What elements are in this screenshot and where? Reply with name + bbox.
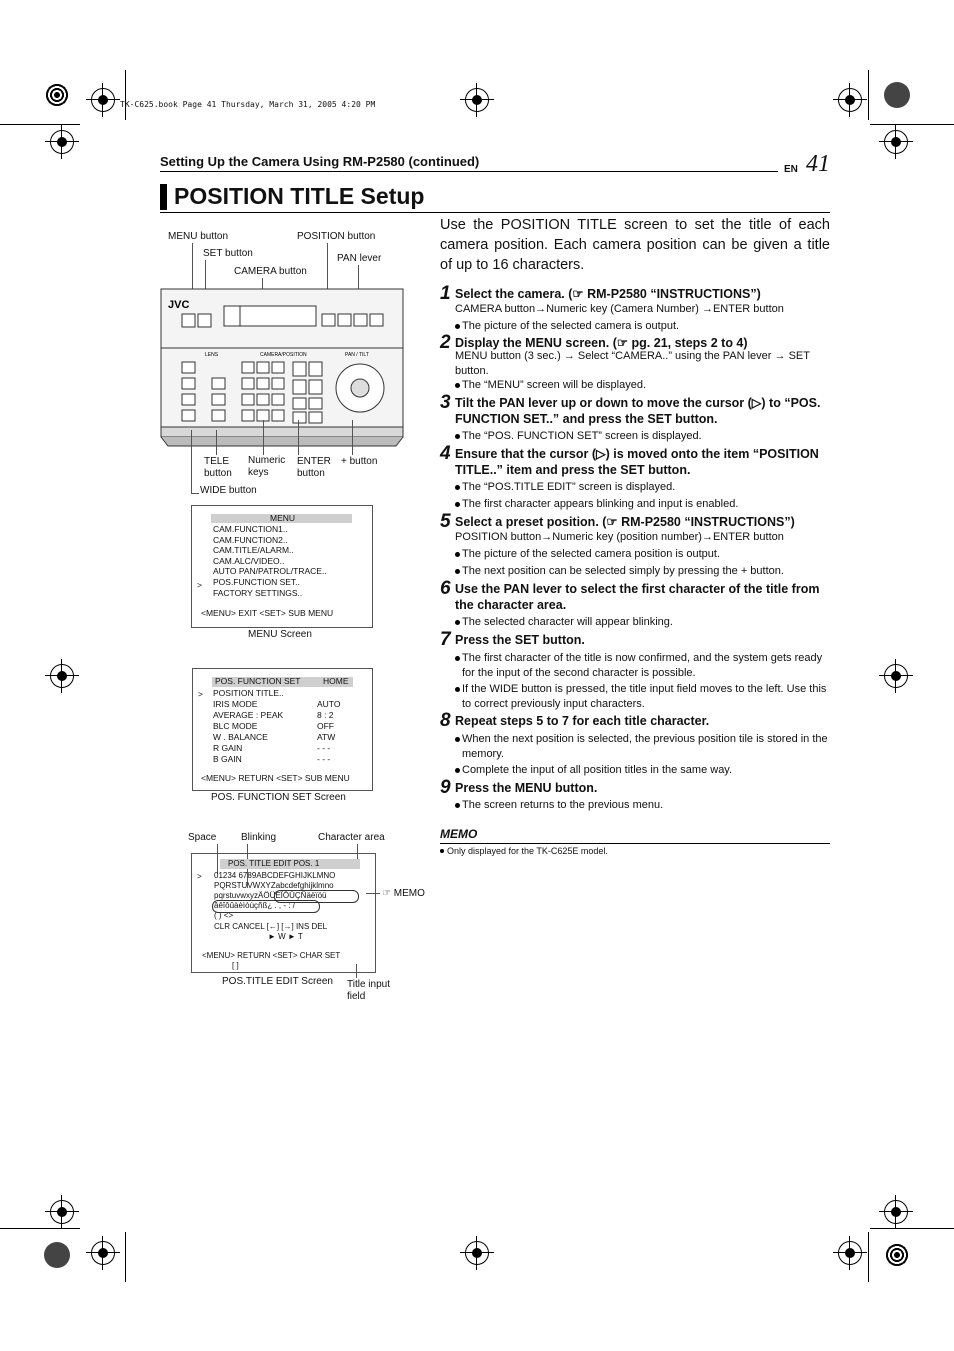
language-tag: EN <box>784 164 798 175</box>
label-tele-button: TELE button <box>204 456 232 479</box>
crosshair-icon <box>91 1241 115 1265</box>
step-instruction: CAMERA button→Numeric key (Camera Number) →ENTER button <box>455 303 784 315</box>
step-heading: Use the PAN lever to select the first character of the title from the character area. <box>455 582 820 612</box>
pos-screen-home: HOME <box>323 676 349 686</box>
step-heading: Repeat steps 5 to 7 for each title character. <box>455 714 710 728</box>
label-character-area: Character area <box>318 832 385 843</box>
controller-illustration <box>160 288 404 456</box>
pos-row-value: ATW <box>317 732 336 742</box>
pos-row-label: AVERAGE : PEAK <box>213 710 284 720</box>
pos-row-label: BLC MODE <box>213 721 258 731</box>
crosshair-icon <box>50 664 74 688</box>
crop-mark <box>868 70 869 120</box>
crosshair-icon <box>465 88 489 112</box>
label-set-button: SET button <box>203 248 253 259</box>
step-number: 5 <box>440 511 451 532</box>
crosshair-icon <box>884 1200 908 1224</box>
registration-target-icon <box>884 82 910 108</box>
pos-row-label: B GAIN <box>213 754 242 764</box>
pos-row-label: POSITION TITLE.. <box>213 688 284 698</box>
bullet-icon <box>455 502 460 507</box>
step-number: 6 <box>440 578 451 599</box>
cursor-icon: > <box>197 580 202 590</box>
crop-mark <box>870 124 954 125</box>
step-bullet: When the next position is selected, the previous position tile is stored in the memory. <box>455 732 830 762</box>
character-row: 01234 6789ABCDEFGHIJKLMNO <box>214 871 336 880</box>
bullet-icon <box>455 803 460 808</box>
step-5 <box>440 511 830 532</box>
menu-item: POS.FUNCTION SET.. <box>213 577 300 587</box>
bullet-icon <box>455 768 460 773</box>
bullet-icon <box>455 737 460 742</box>
step-number: 3 <box>440 392 451 413</box>
crop-mark <box>0 1228 80 1229</box>
step-7 <box>440 629 830 650</box>
bullet-icon <box>455 569 460 574</box>
step-heading: Display the MENU screen. (☞ pg. 21, steps 2 to 4) <box>455 336 748 350</box>
step-bullet: The “POS.TITLE EDIT” screen is displayed. <box>455 480 830 495</box>
step-bullet: Complete the input of all position titles in the same way. <box>455 763 830 778</box>
pos-title-edit-screen <box>191 853 376 973</box>
book-meta-line: TK-C625.book Page 41 Thursday, March 31, 2005 4:20 PM <box>120 100 376 109</box>
step-bullet: The picture of the selected camera is output. <box>455 319 830 334</box>
pos-row-label: IRIS MODE <box>213 699 258 709</box>
step-bullet: The screen returns to the previous menu. <box>455 798 830 813</box>
step-number: 2 <box>440 332 451 353</box>
step-heading: Tilt the PAN lever up or down to move the cursor (▷) to “POS. FUNCTION SET..” and press the SET button. <box>455 396 821 426</box>
step-bullet: If the WIDE button is pressed, the title input field moves to the left. Use this to correct previously input characters. <box>455 682 830 712</box>
pos-row-label: R GAIN <box>213 743 243 753</box>
label-camera-button: CAMERA button <box>234 266 307 277</box>
step-9 <box>440 777 830 798</box>
edit-screen-controls: CLR CANCEL [←] [→] INS DEL <box>214 922 328 931</box>
step-4 <box>440 443 830 478</box>
label-wide-button: WIDE button <box>200 485 257 496</box>
crosshair-icon <box>91 88 115 112</box>
step-bullet: The next position can be selected simply by pressing the + button. <box>455 564 830 579</box>
label-title-input-field: Title input field <box>347 979 390 1002</box>
menu-item: AUTO PAN/PATROL/TRACE.. <box>213 566 327 577</box>
step-heading: Select the camera. (☞ RM-P2580 “INSTRUCTIONS”) <box>455 287 761 301</box>
bullet-icon <box>455 687 460 692</box>
edit-screen-header: POS. TITLE EDIT POS. 1 <box>228 859 320 868</box>
bullet-icon <box>455 620 460 625</box>
label-memo-ref: ☞ MEMO <box>382 888 425 899</box>
step-bullet: The first character of the title is now confirmed, and the system gets ready for the input of the second character is possible. <box>455 651 830 681</box>
bullet-icon <box>455 383 460 388</box>
step-number: 4 <box>440 443 451 464</box>
header-rule <box>160 171 778 172</box>
step-heading: Press the SET button. <box>455 633 585 647</box>
svg-text:LENS: LENS <box>205 352 219 358</box>
step-bullet: The “MENU” screen will be displayed. <box>455 378 830 393</box>
crosshair-icon <box>884 130 908 154</box>
bullet-icon <box>455 485 460 490</box>
label-menu-button: MENU button <box>168 231 229 242</box>
step-heading: Press the MENU button. <box>455 781 598 795</box>
crosshair-icon <box>50 130 74 154</box>
registration-target-icon <box>44 1242 70 1268</box>
title-rule <box>160 212 830 213</box>
registration-target-icon <box>44 82 70 108</box>
title-input-field: [ ] <box>232 961 239 970</box>
pos-row-label: W . BALANCE <box>213 732 268 742</box>
label-enter-button: ENTER button <box>297 456 331 479</box>
step-number: 9 <box>440 777 451 798</box>
crop-mark <box>870 1228 954 1229</box>
step-heading: Ensure that the cursor (▷) is moved onto the item “POSITION TITLE..” item and press the SET button. <box>455 447 819 477</box>
bullet-icon <box>455 656 460 661</box>
crop-mark <box>125 70 126 120</box>
step-6 <box>440 578 830 613</box>
pos-row-value: AUTO <box>317 699 341 709</box>
menu-item: CAM.TITLE/ALARM.. <box>213 545 294 556</box>
menu-screen <box>191 505 373 628</box>
step-8 <box>440 710 830 731</box>
step-bullet: The first character appears blinking and input is enabled. <box>455 497 830 512</box>
registration-target-icon <box>884 1242 910 1268</box>
memo-rule <box>440 843 830 844</box>
label-blinking: Blinking <box>241 832 277 843</box>
svg-text:PAN / TILT: PAN / TILT <box>345 352 369 358</box>
label-numeric-keys: Numeric keys <box>248 455 286 478</box>
svg-text:CAMERA/POSITION: CAMERA/POSITION <box>260 352 307 358</box>
crosshair-icon <box>838 88 862 112</box>
crosshair-icon <box>465 1241 489 1265</box>
crop-mark <box>868 1232 869 1282</box>
label-position-button: POSITION button <box>297 231 376 242</box>
crop-mark <box>125 1232 126 1282</box>
edit-screen-footer: <MENU> RETURN <SET> CHAR SET <box>202 951 341 960</box>
menu-item: FACTORY SETTINGS.. <box>213 587 303 598</box>
section-header: Setting Up the Camera Using RM-P2580 (continued) <box>160 154 480 169</box>
label-plus-button: + button <box>341 456 378 467</box>
pos-screen-caption: POS. FUNCTION SET Screen <box>211 792 346 803</box>
intro-paragraph: Use the POSITION TITLE screen to set the title of each camera position. Each camera position can be given a title of up to 16 characters. <box>440 217 830 273</box>
menu-screen-header: MENU <box>270 513 296 523</box>
edit-screen-caption: POS.TITLE EDIT Screen <box>222 976 333 987</box>
menu-screen-footer: <MENU> EXIT <SET> SUB MENU <box>201 608 334 618</box>
memo-title: MEMO <box>440 827 478 841</box>
menu-item: CAM.ALC/VIDEO.. <box>213 555 285 566</box>
edit-screen-zoom: ► W ► T <box>268 932 303 941</box>
pos-screen-header: POS. FUNCTION SET <box>215 676 301 686</box>
step-number: 1 <box>440 283 451 304</box>
label-space: Space <box>188 832 217 843</box>
pos-screen-footer: <MENU> RETURN <SET> SUB MENU <box>201 773 350 783</box>
brand-logo: JVC <box>168 299 190 311</box>
menu-screen-caption: MENU Screen <box>248 629 312 640</box>
pos-row-value: 8 : 2 <box>317 710 334 720</box>
crosshair-icon <box>884 664 908 688</box>
pos-row-value: OFF <box>317 721 334 731</box>
crosshair-icon <box>50 1200 74 1224</box>
step-bullet: The picture of the selected camera position is output. <box>455 547 830 562</box>
page-title: POSITION TITLE Setup <box>174 183 425 209</box>
step-instruction: POSITION button→Numeric key (position number)→ENTER button <box>455 531 784 543</box>
step-bullet: The “POS. FUNCTION SET” screen is displayed. <box>455 429 830 444</box>
step-bullet: The selected character will appear blinking. <box>455 615 830 630</box>
highlight-special-row <box>212 900 320 913</box>
title-marker <box>160 184 167 210</box>
character-row: pqrstuvwxyzÄÖÜÉÏÖÜÇÑäëïöü <box>214 891 327 900</box>
page-number: 41 <box>806 151 830 177</box>
memo-text: Only displayed for the TK-C625E model. <box>440 846 608 856</box>
character-row: PQRSTUVWXYZabcdefghijklmno <box>214 881 334 890</box>
step-heading: Select a preset position. (☞ RM-P2580 “INSTRUCTIONS”) <box>455 515 795 529</box>
bullet-icon <box>455 324 460 329</box>
step-number: 8 <box>440 710 451 731</box>
step-1 <box>440 283 830 304</box>
pos-row-value: - - - <box>317 754 331 764</box>
pos-function-screen <box>192 668 373 791</box>
character-row: ( ) <> <box>214 911 234 920</box>
step-number: 7 <box>440 629 451 650</box>
step-instruction: MENU button (3 sec.) → Select “CAMERA..” using the PAN lever → SET button. <box>455 350 810 377</box>
bullet-icon <box>455 434 460 439</box>
cursor-icon: > <box>197 872 202 881</box>
menu-item: CAM.FUNCTION2.. <box>213 534 288 545</box>
crosshair-icon <box>838 1241 862 1265</box>
label-pan-lever: PAN lever <box>337 253 382 264</box>
crop-mark <box>0 124 80 125</box>
cursor-icon: > <box>198 689 203 699</box>
step-3 <box>440 392 830 427</box>
bullet-icon <box>455 552 460 557</box>
character-row: âêîôûàèìòùçñß¿ . , - : / <box>214 901 295 910</box>
menu-item: CAM.FUNCTION1.. <box>213 524 288 534</box>
pos-row-value: - - - <box>317 743 331 753</box>
